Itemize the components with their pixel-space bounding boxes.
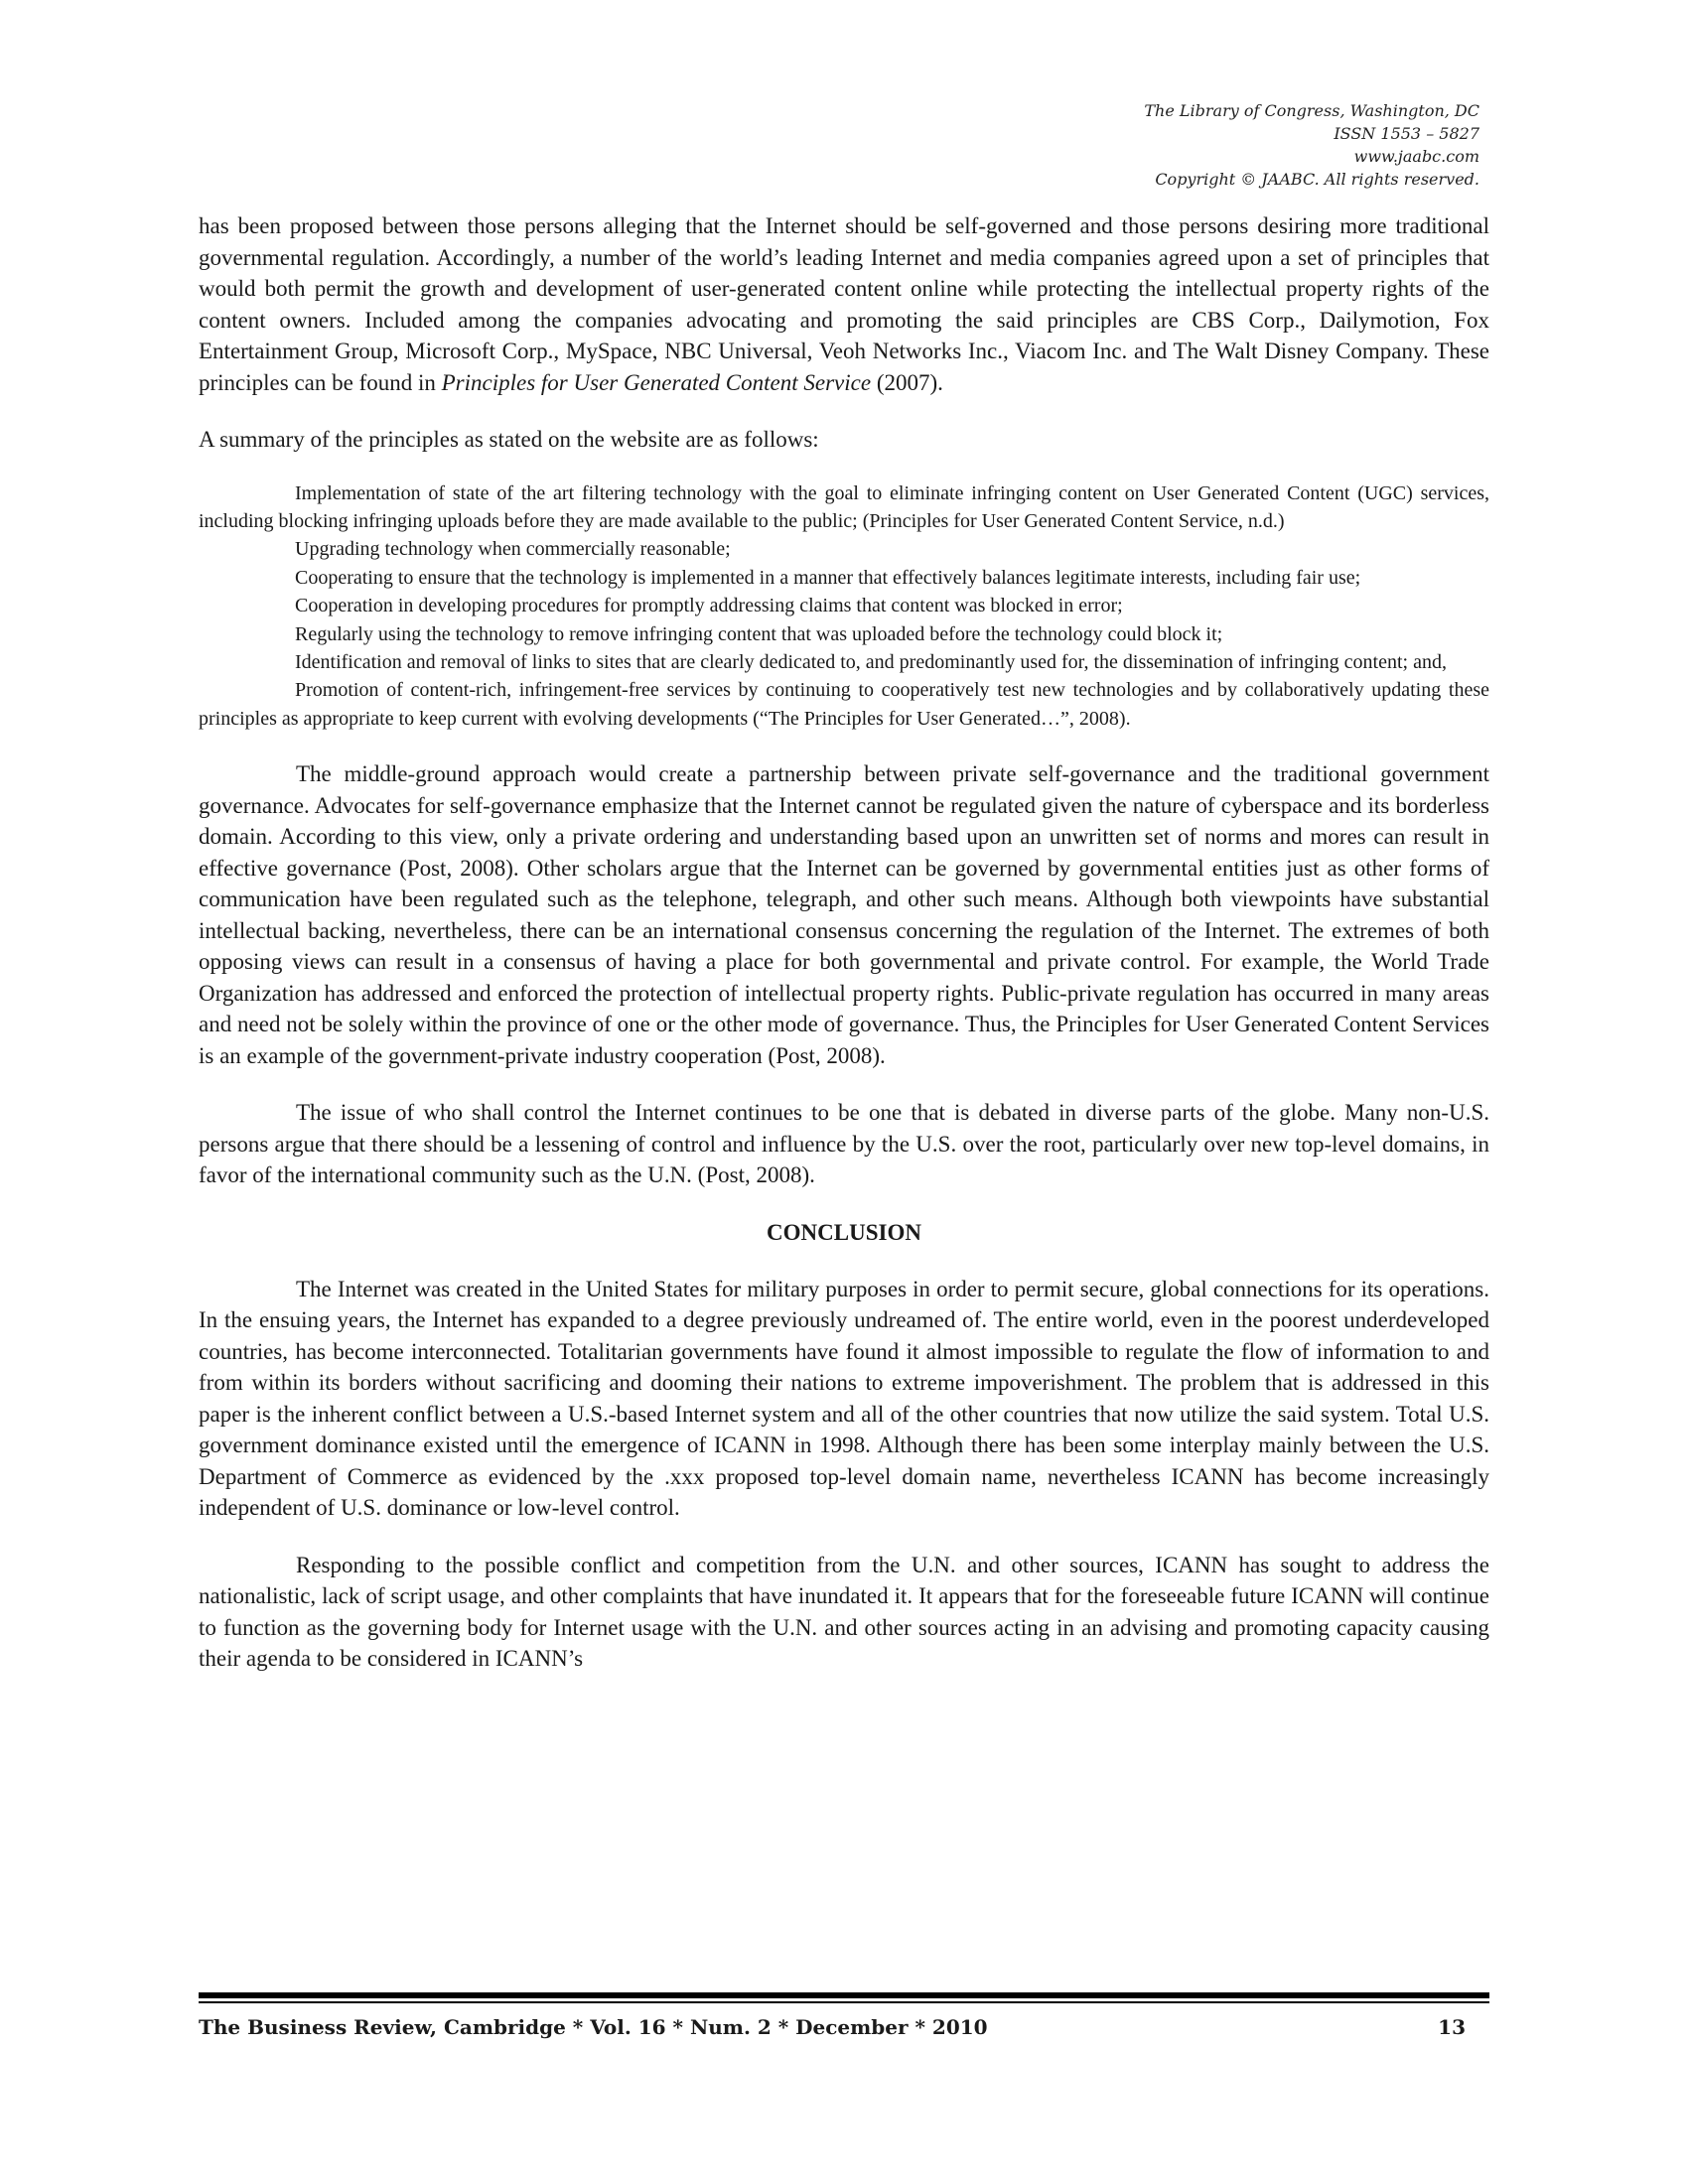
header-line-copyright: Copyright © JAABC. All rights reserved. bbox=[1155, 170, 1479, 189]
quote-item: Cooperation in developing procedures for promptly addressing claims that content was blocked in error; bbox=[295, 595, 1123, 617]
header-line-library: The Library of Congress, Washington, DC bbox=[1144, 101, 1479, 120]
quote-item: Upgrading technology when commercially reasonable; bbox=[295, 538, 731, 561]
cited-title: Principles for User Generated Content Service bbox=[441, 369, 872, 395]
footer-journal-citation: The Business Review, Cambridge * Vol. 16 * Num. 2 * December * 2010 bbox=[199, 2015, 988, 2039]
journal-header bbox=[1144, 99, 1479, 191]
page-footer bbox=[199, 1992, 1489, 2039]
footer-rule-thin bbox=[199, 2001, 1489, 2003]
quote-item: Identification and removal of links to sites that are clearly dedicated to, and predominantly used for, the dissemination of infringing content; and, bbox=[295, 650, 1447, 673]
block-quote bbox=[199, 479, 1489, 734]
section-heading-conclusion: CONCLUSION bbox=[767, 1219, 921, 1245]
paragraph-summary-intro: A summary of the principles as stated on the website are as follows: bbox=[199, 427, 819, 452]
paragraph-tail: (2007). bbox=[871, 369, 943, 395]
header-line-website: www.jaabc.com bbox=[1353, 147, 1479, 166]
body-text bbox=[199, 210, 1489, 1675]
paragraph-conclusion: The Internet was created in the United States for military purposes in order to permit secure, global connections for its operations. In the ensuing years, the Internet has expanded to a degree previously undreamed of. The entire world, even in the poorest underdeveloped countries, has become interconnected. Totalitarian governments have found it almost impossible to regulate the flow of information to and from within its borders without sacrificing and dooming their nations to extreme impoverishment. The problem that is addressed in this paper is the inherent conflict between a U.S.-based Internet system and all of the other countries that now utilize the said system. Total U.S. government dominance existed until the emergence of ICANN in 1998. Although there has been some interplay mainly between the U.S. Department of Commerce as evidenced by the .xxx proposed top-level domain name, nevertheless ICANN has become increasingly independent of U.S. dominance or low-level control. bbox=[199, 1276, 1489, 1521]
quote-item: Implementation of state of the art filtering technology with the goal to eliminate infringing content on User Generated Content (UGC) services, including blocking infringing uploads before they are made available to the public; (Principles for User Generated Content Service, n.d.) bbox=[199, 481, 1489, 532]
header-line-issn: ISSN 1553 – 5827 bbox=[1334, 124, 1479, 143]
page-number: 13 bbox=[1438, 2015, 1466, 2039]
footer-rule-thick bbox=[199, 1992, 1489, 1998]
paragraph-middle-ground: The middle-ground approach would create a partnership between private self-governance and the traditional government governance. Advocates for self-governance emphasize that the Internet cannot be regulated given the nature of cyberspace and its borderless domain. According to this view, only a private ordering and understanding based upon an unwritten set of norms and mores can result in effective governance (Post, 2008). Other scholars argue that the Internet can be governed by governmental entities just as other forms of communication have been regulated such as the telephone, telegraph, and other such means. Although both viewpoints have substantial intellectual backing, nevertheless, there can be an international consensus concerning the regulation of the Internet. The extremes of both opposing views can result in a consensus of having a place for both governmental and private control. For example, the World Trade Organization has addressed and enforced the protection of intellectual property rights. Public-private regulation has occurred in many areas and need not be solely within the province of one or the other mode of governance. Thus, the Principles for User Generated Content Services is an example of the government-private industry cooperation (Post, 2008). bbox=[199, 761, 1489, 1068]
quote-item: Regularly using the technology to remove infringing content that was uploaded before the technology could block it; bbox=[295, 622, 1223, 645]
paragraph-icann: Responding to the possible conflict and competition from the U.N. and other sources, ICANN has sought to address the nationalistic, lack of script usage, and other complaints that have inundated it. It appears that for the foreseeable future ICANN will continue to function as the governing body for Internet usage with the U.N. and other sources acting in an advising and promoting capacity causing their agenda to be considered in ICANN’s bbox=[199, 1552, 1489, 1672]
quote-item: Promotion of content-rich, infringement-free services by continuing to cooperatively test new technologies and by collaboratively updating these principles as appropriate to keep current with evolving developments (“The Principles for User Generated…”, 2008). bbox=[199, 679, 1489, 730]
paragraph-text: has been proposed between those persons alleging that the Internet should be self-governed and those persons desiring more traditional governmental regulation. Accordingly, a number of the world’s leading Internet and media companies agreed upon a set of principles that would both permit the growth and development of user-generated content online while protecting the intellectual property rights of the content owners. Included among the companies advocating and promoting the said principles are CBS Corp., Dailymotion, Fox Entertainment Group, Microsoft Corp., MySpace, NBC Universal, Veoh Networks Inc., Viacom Inc. and The Walt Disney Company. These principles can be found in bbox=[199, 213, 1489, 395]
quote-item: Cooperating to ensure that the technology is implemented in a manner that effectively balances legitimate interests, including fair use; bbox=[295, 566, 1361, 589]
paragraph-control-debate: The issue of who shall control the Internet continues to be one that is debated in diverse parts of the globe. Many non-U.S. persons argue that there should be a lessening of control and influence by the U.S. over the root, particularly over new top-level domains, in favor of the international community such as the U.N. (Post, 2008). bbox=[199, 1100, 1489, 1188]
paragraph-continuation bbox=[199, 210, 1489, 398]
